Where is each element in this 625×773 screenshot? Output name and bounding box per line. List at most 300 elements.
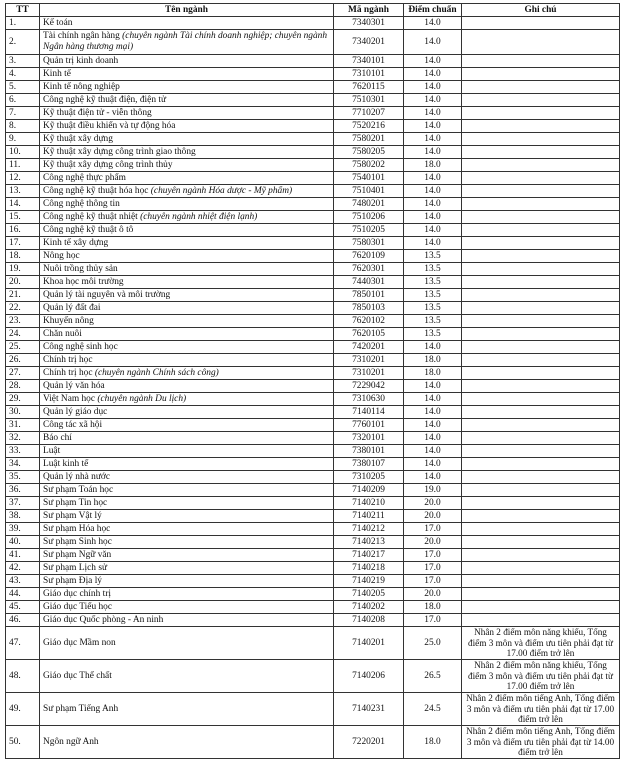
major-name xyxy=(40,250,334,263)
major-name-text: Kinh tế xyxy=(43,68,71,79)
major-name xyxy=(40,726,334,759)
cutoff-score: 17.0 xyxy=(404,575,462,588)
row-number: 30. xyxy=(6,406,40,419)
note-cell xyxy=(462,523,620,536)
note-cell xyxy=(462,354,620,367)
note-cell: Nhân 2 điểm môn năng khiếu, Tổng điểm 3 môn và điểm ưu tiên phải đạt từ 17.00 điểm trở lên xyxy=(462,660,620,693)
cutoff-score: 14.0 xyxy=(404,30,462,55)
row-number: 16. xyxy=(6,224,40,237)
major-name-text: Giáo dục chính trị xyxy=(43,588,111,599)
major-name-text: Sư phạm Lịch sử xyxy=(43,562,108,573)
table-row xyxy=(6,185,620,198)
major-name xyxy=(40,159,334,172)
row-number: 28. xyxy=(6,380,40,393)
major-name xyxy=(40,471,334,484)
row-number: 36. xyxy=(6,484,40,497)
major-name-text: Công nghệ sinh học xyxy=(43,341,118,352)
row-number: 49. xyxy=(6,693,40,726)
cutoff-score: 26.5 xyxy=(404,660,462,693)
major-name xyxy=(40,81,334,94)
major-code: 7510401 xyxy=(334,185,404,198)
major-code: 7140201 xyxy=(334,627,404,660)
major-code: 7310201 xyxy=(334,354,404,367)
major-name xyxy=(40,380,334,393)
cutoff-score: 17.0 xyxy=(404,523,462,536)
major-code: 7140217 xyxy=(334,549,404,562)
cutoff-score: 18.0 xyxy=(404,354,462,367)
major-name xyxy=(40,419,334,432)
major-name xyxy=(40,536,334,549)
major-name xyxy=(40,55,334,68)
major-name xyxy=(40,510,334,523)
note-cell xyxy=(462,94,620,107)
table-row xyxy=(6,146,620,159)
cutoff-score: 14.0 xyxy=(404,224,462,237)
major-code: 7620115 xyxy=(334,81,404,94)
note-cell xyxy=(462,419,620,432)
major-code: 7340101 xyxy=(334,55,404,68)
row-number: 19. xyxy=(6,263,40,276)
note-cell xyxy=(462,185,620,198)
note-cell xyxy=(462,328,620,341)
major-code: 7310101 xyxy=(334,68,404,81)
cutoff-score: 18.0 xyxy=(404,726,462,759)
row-number: 1. xyxy=(6,17,40,30)
cutoff-score: 17.0 xyxy=(404,549,462,562)
major-code: 7140212 xyxy=(334,523,404,536)
table-row xyxy=(6,172,620,185)
major-code: 7310201 xyxy=(334,367,404,380)
major-code: 7510206 xyxy=(334,211,404,224)
cutoff-score: 18.0 xyxy=(404,367,462,380)
major-name-text: Quản lý văn hóa xyxy=(43,380,105,391)
table-row xyxy=(6,289,620,302)
row-number: 20. xyxy=(6,276,40,289)
table-row xyxy=(6,250,620,263)
major-name xyxy=(40,367,334,380)
note-cell xyxy=(462,30,620,55)
major-name xyxy=(40,601,334,614)
major-code: 7620301 xyxy=(334,263,404,276)
cutoff-score: 14.0 xyxy=(404,120,462,133)
table-row xyxy=(6,549,620,562)
cutoff-score: 13.5 xyxy=(404,276,462,289)
admission-score-table xyxy=(5,3,620,759)
row-number: 17. xyxy=(6,237,40,250)
table-row xyxy=(6,588,620,601)
major-name-text: Khoa học môi trường xyxy=(43,276,124,287)
row-number: 34. xyxy=(6,458,40,471)
row-number: 12. xyxy=(6,172,40,185)
table-row xyxy=(6,419,620,432)
note-cell xyxy=(462,224,620,237)
note-cell xyxy=(462,159,620,172)
major-name-text: Việt Nam học xyxy=(43,393,96,404)
table-row xyxy=(6,302,620,315)
table-row xyxy=(6,614,620,627)
table-row xyxy=(6,726,620,759)
major-name xyxy=(40,211,334,224)
major-code: 7420201 xyxy=(334,341,404,354)
cutoff-score: 14.0 xyxy=(404,432,462,445)
cutoff-score: 14.0 xyxy=(404,380,462,393)
cutoff-score: 20.0 xyxy=(404,536,462,549)
table-row xyxy=(6,562,620,575)
row-number: 39. xyxy=(6,523,40,536)
major-code: 7620109 xyxy=(334,250,404,263)
cutoff-score: 14.0 xyxy=(404,107,462,120)
major-name-text: Sư phạm Vật lý xyxy=(43,510,102,521)
major-name xyxy=(40,224,334,237)
cutoff-score: 20.0 xyxy=(404,510,462,523)
major-code: 7229042 xyxy=(334,380,404,393)
cutoff-score: 18.0 xyxy=(404,601,462,614)
cutoff-score: 14.0 xyxy=(404,458,462,471)
row-number: 29. xyxy=(6,393,40,406)
major-code: 7340201 xyxy=(334,30,404,55)
major-code: 7580301 xyxy=(334,237,404,250)
major-name-text: Sư phạm Ngữ văn xyxy=(43,549,112,560)
major-name xyxy=(40,484,334,497)
table-row xyxy=(6,133,620,146)
note-cell xyxy=(462,406,620,419)
note-cell xyxy=(462,237,620,250)
major-name xyxy=(40,146,334,159)
major-name xyxy=(40,341,334,354)
major-name-text: Báo chí xyxy=(43,432,72,443)
note-cell xyxy=(462,432,620,445)
major-specialization: (chuyên ngành Du lịch) xyxy=(97,393,187,404)
cutoff-score: 13.5 xyxy=(404,263,462,276)
table-row xyxy=(6,627,620,660)
major-name xyxy=(40,497,334,510)
major-code: 7140202 xyxy=(334,601,404,614)
major-name-text: Công tác xã hội xyxy=(43,419,103,430)
major-code: 7540101 xyxy=(334,172,404,185)
note-cell xyxy=(462,575,620,588)
major-name-text: Tài chính ngân hàng xyxy=(43,31,120,41)
major-name xyxy=(40,68,334,81)
major-code: 7580202 xyxy=(334,159,404,172)
note-cell xyxy=(462,276,620,289)
major-name-text: Sư phạm Sinh học xyxy=(43,536,112,547)
major-name xyxy=(40,549,334,562)
row-number: 22. xyxy=(6,302,40,315)
table-row xyxy=(6,17,620,30)
note-cell xyxy=(462,393,620,406)
major-code: 7140213 xyxy=(334,536,404,549)
major-name-text: Sư phạm Tin học xyxy=(43,497,108,508)
row-number: 42. xyxy=(6,562,40,575)
table-row xyxy=(6,510,620,523)
row-number: 37. xyxy=(6,497,40,510)
major-name-text: Kỹ thuật xây dựng công trình thủy xyxy=(43,159,173,170)
row-number: 43. xyxy=(6,575,40,588)
major-code: 7140209 xyxy=(334,484,404,497)
note-cell xyxy=(462,263,620,276)
row-number: 21. xyxy=(6,289,40,302)
major-name xyxy=(40,562,334,575)
major-specialization: (chuyên ngành Hóa dược - Mỹ phẩm) xyxy=(150,185,293,196)
table-row xyxy=(6,693,620,726)
major-name xyxy=(40,289,334,302)
major-name xyxy=(40,263,334,276)
major-name-text: Công nghệ thông tin xyxy=(43,198,120,209)
major-name xyxy=(40,107,334,120)
row-number: 11. xyxy=(6,159,40,172)
major-code: 7380107 xyxy=(334,458,404,471)
major-name-text: Chính trị học xyxy=(43,367,93,378)
note-cell: Nhân 2 điểm môn tiếng Anh, Tổng điểm 3 môn và điểm ưu tiên phải đạt từ 14.00 điểm trở lên xyxy=(462,726,620,759)
major-code: 7760101 xyxy=(334,419,404,432)
cutoff-score: 14.0 xyxy=(404,133,462,146)
note-cell: Nhân 2 điểm môn năng khiếu, Tổng điểm 3 môn và điểm ưu tiên phải đạt từ 17.00 điểm trở lên xyxy=(462,627,620,660)
major-name xyxy=(40,588,334,601)
header-row xyxy=(6,4,620,17)
cutoff-score: 19.0 xyxy=(404,484,462,497)
table-row xyxy=(6,107,620,120)
note-cell xyxy=(462,107,620,120)
major-name xyxy=(40,185,334,198)
note-cell xyxy=(462,120,620,133)
major-code: 7850103 xyxy=(334,302,404,315)
table-row xyxy=(6,354,620,367)
major-name-text: Kinh tế nông nghiệp xyxy=(43,81,120,92)
major-name xyxy=(40,276,334,289)
major-name-text: Quản trị kinh doanh xyxy=(43,55,119,66)
header-code: Mã ngành xyxy=(334,4,404,17)
major-name xyxy=(40,237,334,250)
major-name xyxy=(40,198,334,211)
note-cell xyxy=(462,146,620,159)
major-code: 7850101 xyxy=(334,289,404,302)
cutoff-score: 14.0 xyxy=(404,55,462,68)
table-row xyxy=(6,30,620,55)
note-cell xyxy=(462,55,620,68)
row-number: 31. xyxy=(6,419,40,432)
note-cell xyxy=(462,614,620,627)
table-row xyxy=(6,380,620,393)
cutoff-score: 17.0 xyxy=(404,614,462,627)
cutoff-score: 13.5 xyxy=(404,302,462,315)
major-name xyxy=(40,172,334,185)
major-name xyxy=(40,458,334,471)
cutoff-score: 14.0 xyxy=(404,172,462,185)
major-code: 7140206 xyxy=(334,660,404,693)
note-cell xyxy=(462,289,620,302)
major-name-text: Sư phạm Tiếng Anh xyxy=(43,703,119,714)
major-name-text: Quản lý đất đai xyxy=(43,302,101,313)
row-number: 40. xyxy=(6,536,40,549)
major-code: 7310205 xyxy=(334,471,404,484)
cutoff-score: 20.0 xyxy=(404,497,462,510)
row-number: 25. xyxy=(6,341,40,354)
table-row xyxy=(6,406,620,419)
row-number: 5. xyxy=(6,81,40,94)
table-row xyxy=(6,575,620,588)
note-cell xyxy=(462,68,620,81)
major-name xyxy=(40,302,334,315)
cutoff-score: 14.0 xyxy=(404,393,462,406)
cutoff-score: 14.0 xyxy=(404,419,462,432)
row-number: 47. xyxy=(6,627,40,660)
table-row xyxy=(6,120,620,133)
major-name-text: Sư phạm Hóa học xyxy=(43,523,111,534)
table-row xyxy=(6,458,620,471)
row-number: 50. xyxy=(6,726,40,759)
major-code: 7620102 xyxy=(334,315,404,328)
major-name xyxy=(40,575,334,588)
row-number: 41. xyxy=(6,549,40,562)
cutoff-score: 14.0 xyxy=(404,341,462,354)
major-name-text: Kỹ thuật điều khiển và tự động hóa xyxy=(43,120,176,131)
cutoff-score: 14.0 xyxy=(404,406,462,419)
cutoff-score: 14.0 xyxy=(404,81,462,94)
header-name: Tên ngành xyxy=(40,4,334,17)
note-cell xyxy=(462,81,620,94)
row-number: 2. xyxy=(6,30,40,55)
row-number: 26. xyxy=(6,354,40,367)
note-cell xyxy=(462,315,620,328)
major-name-text: Quản lý giáo dục xyxy=(43,406,108,417)
note-cell xyxy=(462,302,620,315)
cutoff-score: 14.0 xyxy=(404,445,462,458)
major-code: 7220201 xyxy=(334,726,404,759)
row-number: 9. xyxy=(6,133,40,146)
major-name xyxy=(40,693,334,726)
cutoff-score: 20.0 xyxy=(404,588,462,601)
row-number: 3. xyxy=(6,55,40,68)
major-name-text: Kỹ thuật xây dựng xyxy=(43,133,113,144)
major-code: 7320101 xyxy=(334,432,404,445)
note-cell xyxy=(462,367,620,380)
major-name-text: Ngôn ngữ Anh xyxy=(43,736,99,747)
table-row xyxy=(6,601,620,614)
table-row xyxy=(6,536,620,549)
major-name xyxy=(40,432,334,445)
major-name-text: Kế toán xyxy=(43,17,73,28)
table-row xyxy=(6,211,620,224)
major-name xyxy=(40,17,334,30)
cutoff-score: 14.0 xyxy=(404,146,462,159)
table-row xyxy=(6,263,620,276)
cutoff-score: 17.0 xyxy=(404,562,462,575)
header-note: Ghi chú xyxy=(462,4,620,17)
major-name xyxy=(40,660,334,693)
major-code: 7480201 xyxy=(334,198,404,211)
major-name xyxy=(40,627,334,660)
cutoff-score: 13.5 xyxy=(404,289,462,302)
major-specialization: (chuyên ngành Chính sách công) xyxy=(94,367,219,378)
major-name-text: Giáo dục Tiểu học xyxy=(43,601,113,612)
row-number: 33. xyxy=(6,445,40,458)
table-row xyxy=(6,276,620,289)
major-name-text: Giáo dục Thể chất xyxy=(43,670,112,681)
major-name-text: Chăn nuôi xyxy=(43,328,82,339)
row-number: 13. xyxy=(6,185,40,198)
major-name xyxy=(40,133,334,146)
row-number: 18. xyxy=(6,250,40,263)
major-name-text: Giáo dục Quốc phòng - An ninh xyxy=(43,614,164,625)
cutoff-score: 25.0 xyxy=(404,627,462,660)
major-name-text: Luật xyxy=(43,445,61,456)
major-name-text: Kinh tế xây dựng xyxy=(43,237,109,248)
cutoff-score: 14.0 xyxy=(404,185,462,198)
table-row xyxy=(6,393,620,406)
note-cell xyxy=(462,484,620,497)
note-cell xyxy=(462,17,620,30)
note-cell xyxy=(462,250,620,263)
major-name-text: Công nghệ kỹ thuật điện, điện tử xyxy=(43,94,167,105)
table-row xyxy=(6,224,620,237)
table-row xyxy=(6,94,620,107)
row-number: 46. xyxy=(6,614,40,627)
major-code: 7440301 xyxy=(334,276,404,289)
major-name-text: Giáo dục Mầm non xyxy=(43,637,116,648)
major-code: 7140211 xyxy=(334,510,404,523)
note-cell xyxy=(462,562,620,575)
table-row xyxy=(6,55,620,68)
major-name-text: Quản lý tài nguyên và môi trường xyxy=(43,289,171,300)
major-name-text: Chính trị học xyxy=(43,354,93,365)
major-name xyxy=(40,354,334,367)
note-cell: Nhân 2 điểm môn tiếng Anh, Tổng điểm 3 môn và điểm ưu tiên phải đạt từ 17.00 điểm trở lên xyxy=(462,693,620,726)
cutoff-score: 14.0 xyxy=(404,17,462,30)
note-cell xyxy=(462,497,620,510)
row-number: 35. xyxy=(6,471,40,484)
note-cell xyxy=(462,211,620,224)
table-row xyxy=(6,445,620,458)
row-number: 24. xyxy=(6,328,40,341)
note-cell xyxy=(462,198,620,211)
cutoff-score: 14.0 xyxy=(404,471,462,484)
cutoff-score: 18.0 xyxy=(404,159,462,172)
table-row xyxy=(6,471,620,484)
major-code: 7140208 xyxy=(334,614,404,627)
major-specialization: (chuyên ngành nhiệt điện lạnh) xyxy=(140,211,258,222)
major-code: 7380101 xyxy=(334,445,404,458)
table-row xyxy=(6,315,620,328)
major-name-text: Công nghệ kỹ thuật hóa học xyxy=(43,185,149,196)
major-name xyxy=(40,445,334,458)
major-name-text: Công nghệ kỹ thuật nhiệt xyxy=(43,211,138,222)
major-name-text: Nông học xyxy=(43,250,80,261)
table-row xyxy=(6,68,620,81)
table-row xyxy=(6,367,620,380)
major-name-text: Quản lý nhà nước xyxy=(43,471,111,482)
major-code: 7140114 xyxy=(334,406,404,419)
table-row xyxy=(6,81,620,94)
major-name-text: Công nghệ thực phẩm xyxy=(43,172,126,183)
cutoff-score: 13.5 xyxy=(404,315,462,328)
note-cell xyxy=(462,341,620,354)
major-name xyxy=(40,523,334,536)
major-code: 7140219 xyxy=(334,575,404,588)
major-name xyxy=(40,94,334,107)
cutoff-score: 13.5 xyxy=(404,250,462,263)
major-name xyxy=(40,393,334,406)
cutoff-score: 14.0 xyxy=(404,94,462,107)
major-code: 7310630 xyxy=(334,393,404,406)
row-number: 27. xyxy=(6,367,40,380)
major-code: 7140210 xyxy=(334,497,404,510)
note-cell xyxy=(462,601,620,614)
major-name-text: Kỹ thuật xây dựng công trình giao thông xyxy=(43,146,196,157)
major-name xyxy=(40,406,334,419)
major-code: 7140205 xyxy=(334,588,404,601)
major-name-text: Sư phạm Địa lý xyxy=(43,575,102,586)
major-code: 7580201 xyxy=(334,133,404,146)
